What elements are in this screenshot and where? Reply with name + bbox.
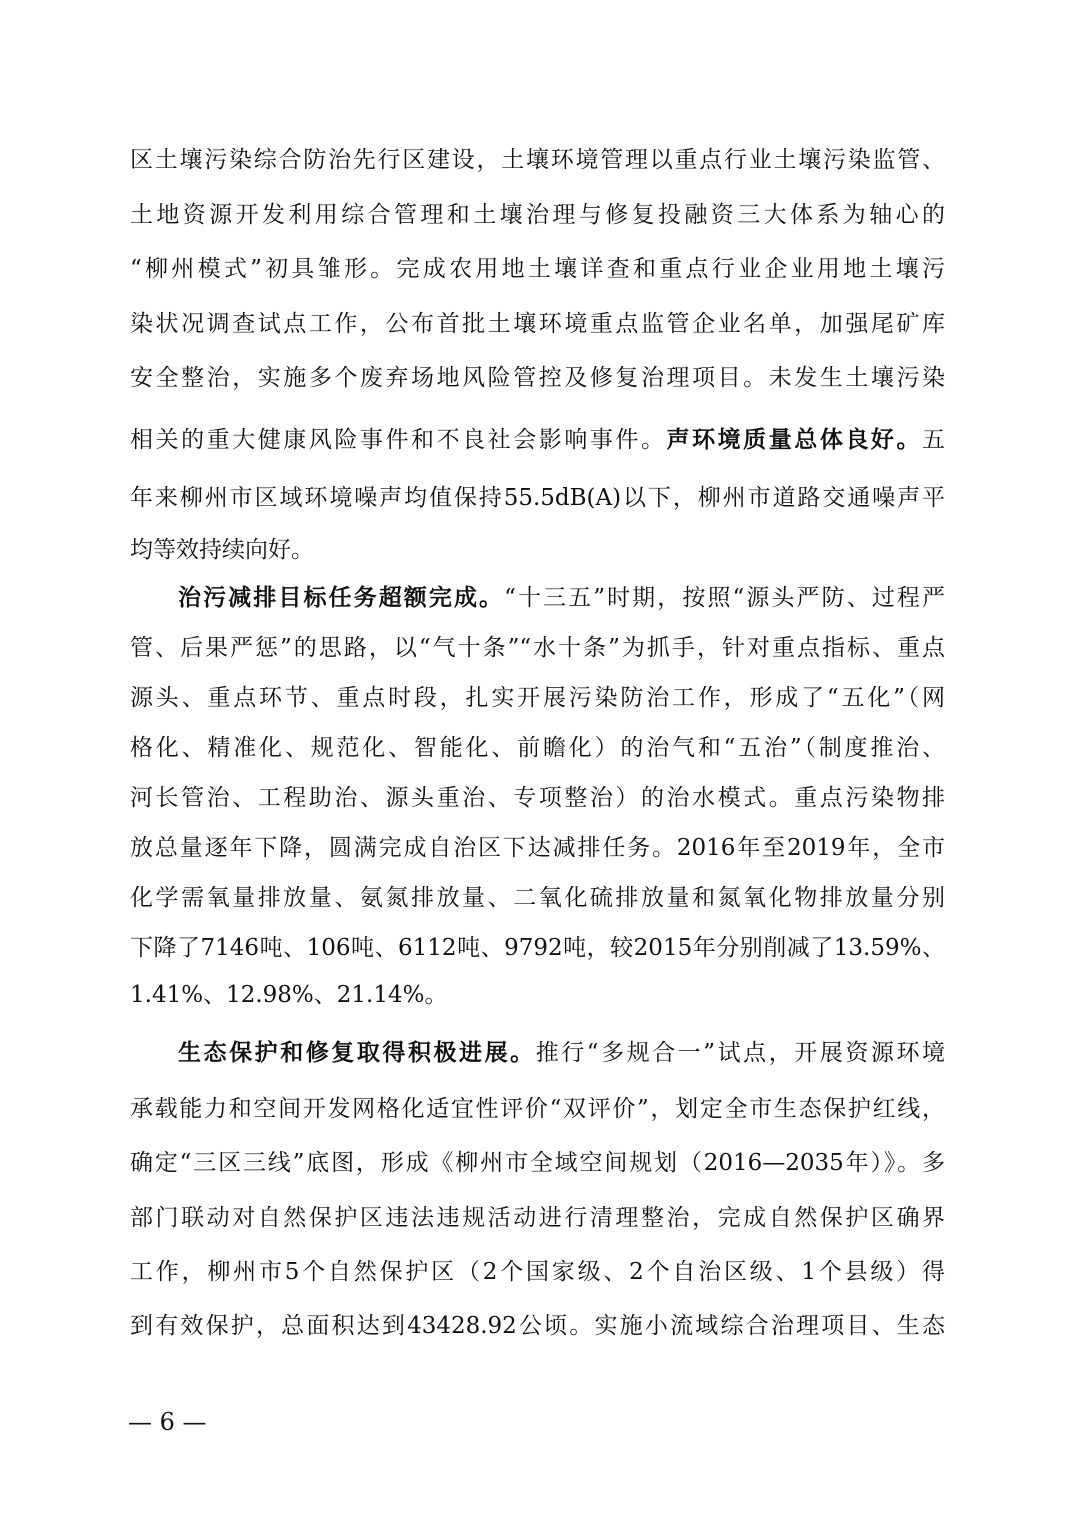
- text-line: 管、后果严惩”的思路，以“气十条”“水十条”为抓手，针对重点指标、重点: [130, 635, 945, 661]
- text-line: 年来柳州市区域环境噪声均值保持55.5dB(A)以下，柳州市道路交通噪声平: [130, 485, 945, 511]
- text-span: “十三五”时期，按照“源头严防、过程严: [504, 585, 945, 611]
- page-number: — 6 —: [128, 1408, 207, 1436]
- heading-inline: 治污减排目标任务超额完成。: [178, 584, 505, 611]
- text-line: 区土壤污染综合防治先行区建设，土壤环境管理以重点行业土壤污染监管、: [130, 147, 945, 173]
- text-line: 工作，柳州市5个自然保护区（2个国家级、2个自治区级、1个县级）得: [130, 1259, 945, 1285]
- text-line: 化学需氧量排放量、氨氮排放量、二氧化硫排放量和氮氧化物排放量分别: [130, 885, 945, 911]
- text-line-mixed: [130, 578, 945, 618]
- text-line: 下降了7146吨、106吨、6112吨、9792吨，较2015年分别削减了13.59%、: [130, 935, 945, 961]
- text-line: 河长管治、工程助治、源头重治、专项整治）的治水模式。重点污染物排: [130, 785, 945, 811]
- heading-inline: 生态保护和修复取得积极进展。: [178, 1039, 536, 1066]
- text-line: 到有效保护，总面积达到43428.92公顷。实施小流域综合治理项目、生态: [130, 1313, 945, 1339]
- text-line: 土地资源开发利用综合管理和土壤治理与修复投融资三大体系为轴心的: [130, 202, 945, 228]
- text-line: 均等效持续向好。: [130, 537, 314, 563]
- text-line: 源头、重点环节、重点时段，扎实开展污染防治工作，形成了“五化”（网: [130, 685, 945, 711]
- text-line-mixed: [130, 420, 945, 460]
- text-span: 推行“多规合一”试点，开展资源环境: [535, 1040, 945, 1066]
- text-line: 格化、精准化、规范化、智能化、前瞻化）的治气和“五治”（制度推治、: [130, 735, 945, 761]
- text-line: 染状况调查试点工作，公布首批土壤环境重点监管企业名单，加强尾矿库: [130, 311, 945, 337]
- text-span: 五: [922, 427, 945, 453]
- text-line: 部门联动对自然保护区违法违规活动进行清理整治，完成自然保护区确界: [130, 1205, 945, 1231]
- text-line: “柳州模式”初具雏形。完成农用地土壤详查和重点行业企业用地土壤污: [130, 256, 945, 282]
- heading-inline: 声环境质量总体良好。: [666, 426, 923, 453]
- text-line: 放总量逐年下降，圆满完成自治区下达减排任务。2016年至2019年，全市: [130, 835, 945, 861]
- text-line: 承载能力和空间开发网格化适宜性评价“双评价”，划定全市生态保护红线，: [130, 1096, 945, 1122]
- text-span: 相关的重大健康风险事件和不良社会影响事件。: [130, 427, 667, 453]
- text-line: 安全整治，实施多个废弃场地风险管控及修复治理项目。未发生土壤污染: [130, 365, 945, 391]
- text-line: 1.41%、12.98%、21.14%。: [130, 982, 448, 1008]
- text-line-mixed: [130, 1033, 945, 1073]
- text-line: 确定“三区三线”底图，形成《柳州市全域空间规划（2016—2035年）》。多: [130, 1150, 945, 1176]
